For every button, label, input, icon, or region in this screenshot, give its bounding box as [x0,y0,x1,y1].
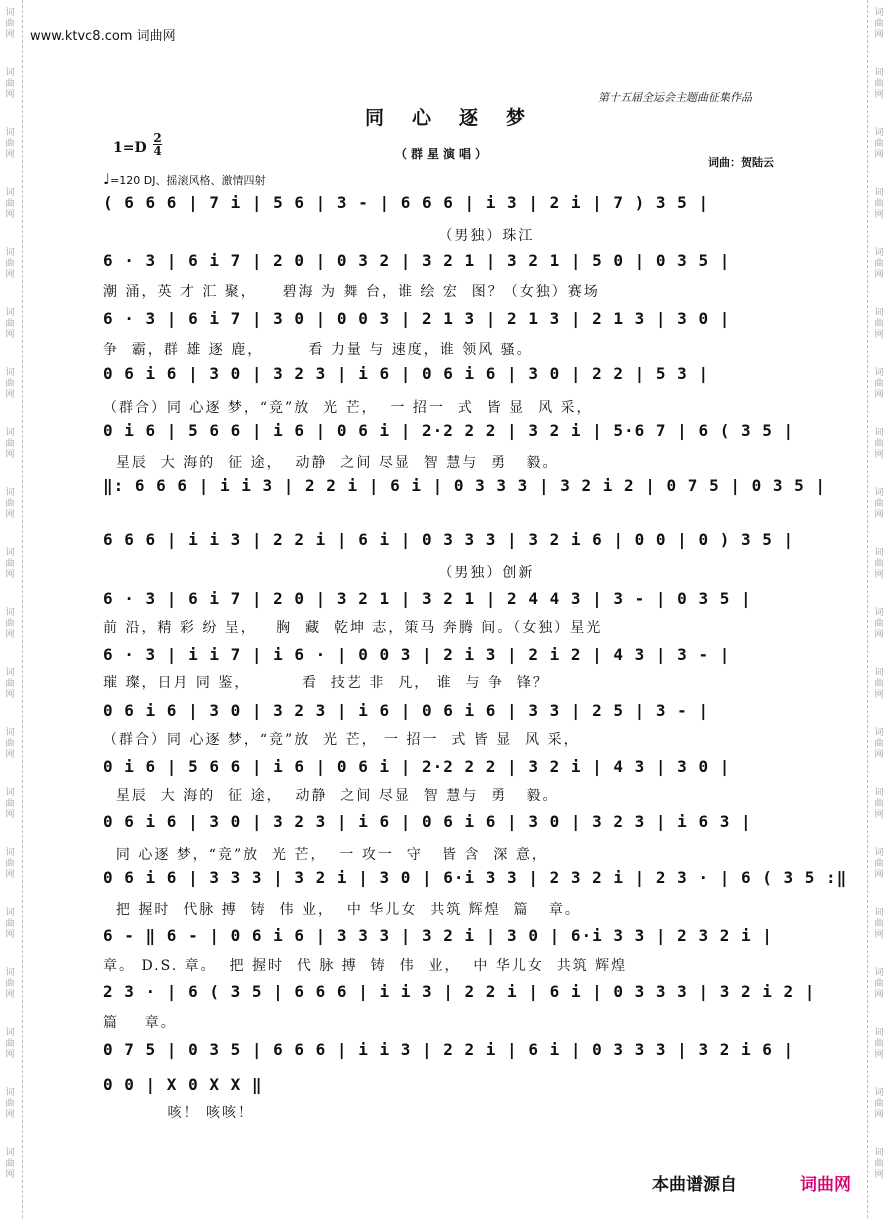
watermark-text: 词 曲 网 [5,788,17,820]
notation-line: 6 · 3 | 6 i 7 | 3 0 | 0 0 3 | 2 1 3 | 2 1 3 | 2 1 3 | 3 0 | [103,309,731,328]
right-margin-watermark [867,0,890,1218]
watermark-text: 词 曲 网 [874,488,884,520]
lyrics-line: 同 心逐 梦，“竞”放 光 芒， 一 攻一 守 皆 含 深 意， [103,847,548,863]
watermark-text: 词 曲 网 [874,68,884,100]
watermark-text: 词 曲 网 [874,248,884,280]
source-label: 本曲谱源自 [652,1175,737,1195]
key-signature: 1=D [113,140,147,156]
notation-line: 0 0 | X 0 X X ‖ [103,1075,263,1094]
notation-line: 0 6 i 6 | 3 0 | 3 2 3 | i 6 | 0 6 i 6 | 3 3 | 2 5 | 3 - | [103,701,710,720]
notation-line: 6 · 3 | 6 i 7 | 2 0 | 0 3 2 | 3 2 1 | 3 2 1 | 5 0 | 0 3 5 | [103,251,731,270]
watermark-text: 词 曲 网 [5,1148,17,1180]
lyrics-line: 星辰 大 海的 征 途， 动静 之间 尽显 智 慧与 勇 毅。 [103,788,559,804]
notation-line: 6 - ‖ 6 - | 0 6 i 6 | 3 3 3 | 3 2 i | 3 0 | 6·i 3 3 | 2 3 2 i | [103,926,773,945]
watermark-text: 词 曲 网 [5,548,17,580]
lyrics-line: 星辰 大 海的 征 途， 动静 之间 尽显 智 慧与 勇 毅。 [103,455,559,471]
lyrics-line: 前 沿，精 彩 纷 呈， 胸 藏 乾坤 志，策马 奔腾 间。（女独）星光 [103,620,603,636]
tempo-marking [103,170,266,188]
watermark-text: 词 曲 网 [5,668,17,700]
meter-top: 2 [153,131,162,145]
watermark-text: 词 曲 网 [874,728,884,760]
lyrics-line: 把 握时 代脉 搏 铸 伟 业， 中 华儿女 共筑 辉煌 篇 章。 [103,902,581,918]
credits: 词曲：贺陆云 [708,156,774,169]
watermark-text: 词 曲 网 [874,668,884,700]
song-title: 同心逐梦 [364,107,553,129]
notation-line: 0 i 6 | 5 6 6 | i 6 | 0 6 i | 2·2 2 2 | 3 2 i | 5·6 7 | 6 ( 3 5 | [103,421,795,440]
collection-caption: 第十五届全运会主题曲征集作品 [598,91,752,104]
lyrics-line: 篇 章。 [103,1015,177,1031]
watermark-text: 词 曲 网 [874,428,884,460]
lyrics-line: （男独）珠江 [103,228,535,244]
watermark-text: 词 曲 网 [5,1028,17,1060]
lyrics-line: 潮 涌，英 才 汇 聚， 碧海 为 舞 台，谁 绘 宏 图？（女独）赛场 [103,284,600,300]
lyrics-line: 章。 D.S. 章。 把 握时 代 脉 搏 铸 伟 业， 中 华儿女 共筑 辉煌 [103,958,628,974]
notation-line: ( 6 6 6 | 7 i | 5 6 | 3 - | 6 6 6 | i 3 | 2 i | 7 ) 3 5 | [103,193,710,212]
watermark-text: 词 曲 网 [5,8,17,40]
tempo-text: =120 DJ、摇滚风格、激情四射 [110,174,266,187]
watermark-text: 词 曲 网 [874,8,884,40]
watermark-text: 词 曲 网 [874,1088,884,1120]
watermark-text: 词 曲 网 [874,1028,884,1060]
lyrics-line: （男独）创新 [103,565,535,581]
notation-line: 6 · 3 | i i 7 | i 6 · | 0 0 3 | 2 i 3 | 2 i 2 | 4 3 | 3 - | [103,645,731,664]
notation-line: 0 6 i 6 | 3 0 | 3 2 3 | i 6 | 0 6 i 6 | 3 0 | 3 2 3 | i 6 3 | [103,812,752,831]
watermark-text: 词 曲 网 [874,368,884,400]
performer-note: （群星演唱） [395,147,492,161]
watermark-text: 词 曲 网 [874,848,884,880]
watermark-text: 词 曲 网 [874,788,884,820]
watermark-text: 词 曲 网 [874,128,884,160]
watermark-text: 词 曲 网 [5,848,17,880]
watermark-text: 词 曲 网 [874,968,884,1000]
notation-line: ‖: 6 6 6 | i i 3 | 2 2 i | 6 i | 0 3 3 3 | 3 2 i 2 | 0 7 5 | 0 3 5 | [103,476,827,495]
watermark-text: 词 曲 网 [5,1088,17,1120]
notation-line: 0 6 i 6 | 3 3 3 | 3 2 i | 3 0 | 6·i 3 3 | 2 3 2 i | 2 3 · | 6 ( 3 5 :‖ [103,868,848,887]
watermark-text: 词 曲 网 [874,188,884,220]
notation-line: 0 7 5 | 0 3 5 | 6 6 6 | i i 3 | 2 2 i | 6 i | 0 3 3 3 | 3 2 i 6 | [103,1040,795,1059]
source-logo[interactable]: 词曲网 [800,1175,851,1195]
watermark-text: 词 曲 网 [5,728,17,760]
watermark-text: 词 曲 网 [5,428,17,460]
left-margin-watermark [0,0,23,1218]
watermark-text: 词 曲 网 [5,248,17,280]
lyrics-line: 璀 璨，日月 同 鉴， 看 技艺 非 凡， 谁 与 争 锋？ [103,675,549,691]
site-url[interactable]: www.ktvc8.com 词曲网 [30,29,176,44]
watermark-text: 词 曲 网 [5,68,17,100]
watermark-text: 词 曲 网 [874,608,884,640]
meter-bottom: 4 [153,144,162,158]
quarter-note-icon: ♩ [103,170,111,188]
notation-line: 2 3 · | 6 ( 3 5 | 6 6 6 | i i 3 | 2 2 i | 6 i | 0 3 3 3 | 3 2 i 2 | [103,982,816,1001]
lyrics-line: （群合）同 心逐 梦，“竞”放 光 芒， 一 招一 式 皆 显 风 采， [103,732,580,748]
notation-line: 6 · 3 | 6 i 7 | 2 0 | 3 2 1 | 3 2 1 | 2 4 4 3 | 3 - | 0 3 5 | [103,589,752,608]
time-signature [153,132,162,157]
lyrics-line: （群合）同 心逐 梦，“竞”放 光 芒， 一 招一 式 皆 显 风 采， [103,400,593,416]
watermark-text: 词 曲 网 [5,968,17,1000]
watermark-text: 词 曲 网 [5,188,17,220]
watermark-text: 词 曲 网 [5,608,17,640]
watermark-text: 词 曲 网 [5,368,17,400]
watermark-text: 词 曲 网 [5,488,17,520]
notation-line: 0 6 i 6 | 3 0 | 3 2 3 | i 6 | 0 6 i 6 | 3 0 | 2 2 | 5 3 | [103,364,710,383]
watermark-text: 词 曲 网 [874,908,884,940]
notation-line: 0 i 6 | 5 6 6 | i 6 | 0 6 i | 2·2 2 2 | 3 2 i | 4 3 | 3 0 | [103,757,731,776]
watermark-text: 词 曲 网 [5,908,17,940]
watermark-text: 词 曲 网 [874,548,884,580]
watermark-text: 词 曲 网 [5,128,17,160]
notation-line: 6 6 6 | i i 3 | 2 2 i | 6 i | 0 3 3 3 | 3 2 i 6 | 0 0 | 0 ) 3 5 | [103,530,795,549]
watermark-text: 词 曲 网 [874,1148,884,1180]
watermark-text: 词 曲 网 [5,308,17,340]
lyrics-line: 争 霸，群 雄 逐 鹿， 看 力量 与 速度，谁 领风 骚。 [103,342,533,358]
lyrics-line: 咳！ 咳咳！ [103,1105,254,1121]
watermark-text: 词 曲 网 [874,308,884,340]
